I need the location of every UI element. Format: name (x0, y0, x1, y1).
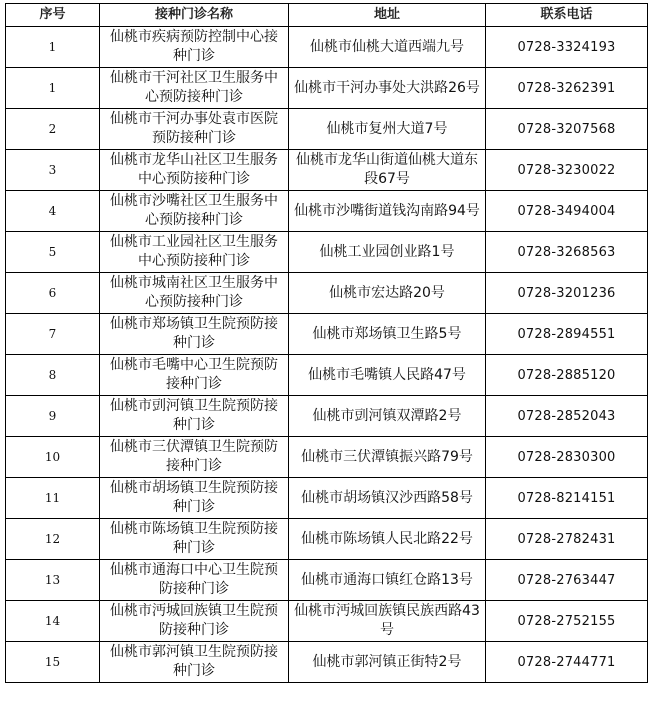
clinic-name: 仙桃市沙嘴社区卫生服务中心预防接种门诊 (100, 191, 289, 232)
clinic-name: 仙桃市郭河镇卫生院预防接种门诊 (100, 642, 289, 683)
clinic-name: 仙桃市干河办事处袁市医院预防接种门诊 (100, 109, 289, 150)
clinic-address: 仙桃市宏达路20号 (289, 273, 486, 314)
table-row (6, 355, 648, 396)
clinic-address: 仙桃市干河办事处大洪路26号 (289, 68, 486, 109)
clinic-address: 仙桃市龙华山街道仙桃大道东段67号 (289, 150, 486, 191)
row-index: 12 (6, 519, 100, 560)
clinic-address: 仙桃市通海口镇红仓路13号 (289, 560, 486, 601)
clinic-name: 仙桃市龙华山社区卫生服务中心预防接种门诊 (100, 150, 289, 191)
clinic-name: 仙桃市陈场镇卫生院预防接种门诊 (100, 519, 289, 560)
clinic-address: 仙桃工业园创业路1号 (289, 232, 486, 273)
clinic-address: 仙桃市毛嘴镇人民路47号 (289, 355, 486, 396)
clinic-address: 仙桃市三伏潭镇振兴路79号 (289, 437, 486, 478)
clinic-phone: 0728-2885120 (486, 355, 648, 396)
table-row (6, 273, 648, 314)
clinic-phone: 0728-3268563 (486, 232, 648, 273)
clinic-address: 仙桃市郑场镇卫生路5号 (289, 314, 486, 355)
row-index: 14 (6, 601, 100, 642)
table-row (6, 396, 648, 437)
clinic-name: 仙桃市城南社区卫生服务中心预防接种门诊 (100, 273, 289, 314)
table-row (6, 150, 648, 191)
row-index: 6 (6, 273, 100, 314)
row-index: 5 (6, 232, 100, 273)
clinic-name: 仙桃市疾病预防控制中心接种门诊 (100, 27, 289, 68)
table-row (6, 27, 648, 68)
header-index: 序号 (6, 4, 100, 27)
row-index: 8 (6, 355, 100, 396)
clinic-address: 仙桃市郭河镇正街特2号 (289, 642, 486, 683)
table-row (6, 560, 648, 601)
table-row (6, 478, 648, 519)
clinic-table (5, 3, 648, 683)
clinic-phone: 0728-2830300 (486, 437, 648, 478)
row-index: 7 (6, 314, 100, 355)
clinic-name: 仙桃市沔城回族镇卫生院预防接种门诊 (100, 601, 289, 642)
clinic-name: 仙桃市剅河镇卫生院预防接种门诊 (100, 396, 289, 437)
clinic-address: 仙桃市胡场镇汉沙西路58号 (289, 478, 486, 519)
table-row (6, 191, 648, 232)
row-index: 3 (6, 150, 100, 191)
clinic-phone: 0728-2894551 (486, 314, 648, 355)
clinic-phone: 0728-2752155 (486, 601, 648, 642)
row-index: 4 (6, 191, 100, 232)
table-row (6, 601, 648, 642)
clinic-name: 仙桃市干河社区卫生服务中心预防接种门诊 (100, 68, 289, 109)
table-row (6, 437, 648, 478)
clinic-name: 仙桃市通海口中心卫生院预防接种门诊 (100, 560, 289, 601)
clinic-phone: 0728-2763447 (486, 560, 648, 601)
clinic-address: 仙桃市沙嘴街道钱沟南路94号 (289, 191, 486, 232)
row-index: 13 (6, 560, 100, 601)
row-index: 1 (6, 68, 100, 109)
clinic-phone: 0728-3494004 (486, 191, 648, 232)
clinic-phone: 0728-3324193 (486, 27, 648, 68)
clinic-name: 仙桃市工业园社区卫生服务中心预防接种门诊 (100, 232, 289, 273)
clinic-phone: 0728-3262391 (486, 68, 648, 109)
clinic-phone: 0728-2744771 (486, 642, 648, 683)
clinic-address: 仙桃市仙桃大道西端九号 (289, 27, 486, 68)
clinic-phone: 0728-8214151 (486, 478, 648, 519)
clinic-name: 仙桃市毛嘴中心卫生院预防接种门诊 (100, 355, 289, 396)
table-row (6, 232, 648, 273)
clinic-phone: 0728-2852043 (486, 396, 648, 437)
header-phone: 联系电话 (486, 4, 648, 27)
clinic-name: 仙桃市胡场镇卫生院预防接种门诊 (100, 478, 289, 519)
header-address: 地址 (289, 4, 486, 27)
clinic-address: 仙桃市复州大道7号 (289, 109, 486, 150)
table-row (6, 68, 648, 109)
clinic-address: 仙桃市剅河镇双潭路2号 (289, 396, 486, 437)
clinic-address: 仙桃市沔城回族镇民族西路43号 (289, 601, 486, 642)
clinic-phone: 0728-3201236 (486, 273, 648, 314)
row-index: 15 (6, 642, 100, 683)
table-row (6, 519, 648, 560)
clinic-name: 仙桃市郑场镇卫生院预防接种门诊 (100, 314, 289, 355)
row-index: 9 (6, 396, 100, 437)
clinic-name: 仙桃市三伏潭镇卫生院预防接种门诊 (100, 437, 289, 478)
header-clinic-name: 接种门诊名称 (100, 4, 289, 27)
clinic-phone: 0728-3207568 (486, 109, 648, 150)
row-index: 1 (6, 27, 100, 68)
clinic-phone: 0728-2782431 (486, 519, 648, 560)
row-index: 2 (6, 109, 100, 150)
row-index: 11 (6, 478, 100, 519)
header-row (6, 4, 648, 27)
table-row (6, 109, 648, 150)
clinic-phone: 0728-3230022 (486, 150, 648, 191)
row-index: 10 (6, 437, 100, 478)
table-row (6, 642, 648, 683)
table-row (6, 314, 648, 355)
clinic-address: 仙桃市陈场镇人民北路22号 (289, 519, 486, 560)
